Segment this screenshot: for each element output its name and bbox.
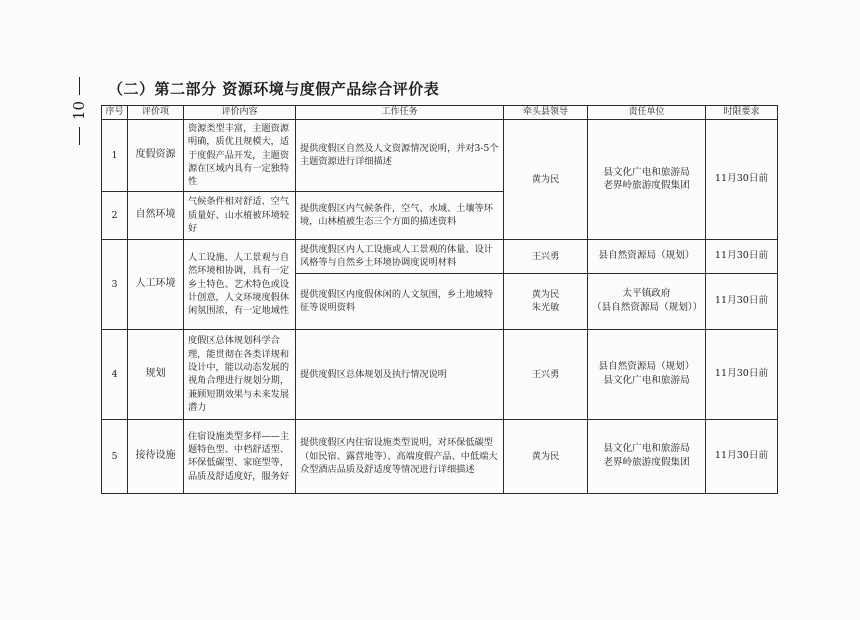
leader-line: 朱光敏	[531, 302, 560, 314]
row-deadline: 11月30日前	[706, 419, 778, 493]
row-task: 提供度假区内人工设施或人工景观的体量、设计风格等与自然乡土环境协调度说明材料	[296, 239, 504, 273]
row-deadline: 11月30日前	[706, 273, 778, 329]
row-deadline: 11月30日前	[706, 239, 778, 273]
row-content: 住宿设施类型多样——主题特色型、中档舒适型、环保低碳型、家庭型等，品质及舒适度好，服务好	[184, 419, 296, 493]
row-task: 提供度假区内气候条件，空气、水域、土壤等环境，山林植被生态三个方面的描述资料	[296, 191, 504, 239]
row-unit	[588, 419, 706, 493]
row-deadline: 11月30日前	[706, 329, 778, 419]
row-content: 资源类型丰富，主题资源明确，质优且规模大，适于度假产品开发，主题资源在区域内具有一定独特性	[184, 120, 296, 192]
page-number-dash-top	[79, 77, 80, 95]
unit-line: 老界岭旅游度假集团	[603, 457, 690, 469]
unit-line: 县文化广电和旅游局	[603, 375, 690, 387]
row-leader	[504, 273, 588, 329]
row-index: 5	[102, 419, 128, 493]
row-unit	[588, 329, 706, 419]
row-item: 接待设施	[128, 419, 184, 493]
row-deadline: 11月30日前	[706, 120, 778, 240]
row-task: 提供度假区总体规划及执行情况说明	[296, 329, 504, 419]
section-title: （二）第二部分 资源环境与度假产品综合评价表	[108, 80, 440, 98]
header-content: 评价内容	[184, 106, 296, 120]
row-leader: 王兴勇	[504, 329, 588, 419]
unit-line: （县自然资源局（规划））	[592, 302, 703, 314]
row-task: 提供度假区自然及人文资源情况说明，并对3-5个主题资源进行详细描述	[296, 120, 504, 192]
header-unit: 责任单位	[588, 106, 706, 120]
row-unit: 县自然资源局（规划）	[588, 239, 706, 273]
row-leader: 黄为民	[504, 419, 588, 493]
row-index: 3	[102, 239, 128, 329]
header-deadline: 时限要求	[706, 106, 778, 120]
unit-line: 县文化广电和旅游局	[603, 443, 690, 455]
header-item: 评价项	[128, 106, 184, 120]
header-leader: 牵头县领导	[504, 106, 588, 120]
row-index: 1	[102, 120, 128, 192]
unit-line: 太平镇政府	[622, 288, 671, 300]
row-task: 提供度假区内度假休闲的人文氛围，乡土地域特征等说明资料	[296, 273, 504, 329]
row-leader: 黄为民	[504, 120, 588, 240]
row-task: 提供度假区内住宿设施类型说明，对环保低碳型（如民宿、露营地等）、高端度假产品、中低端大众型酒店品质及舒适度等情况进行详细描述	[296, 419, 504, 493]
row-index: 2	[102, 191, 128, 239]
page-number-text: 10	[70, 101, 88, 121]
page-number-dash-bottom	[79, 127, 80, 145]
table-row	[102, 329, 778, 419]
row-unit	[588, 273, 706, 329]
table-row	[102, 239, 778, 273]
header-idx: 序号	[102, 106, 128, 120]
row-item: 人工环境	[128, 239, 184, 329]
page-number	[64, 66, 94, 156]
row-content: 气候条件相对舒适、空气质量好、山水植被环境较好	[184, 191, 296, 239]
leader-line: 黄为民	[531, 288, 560, 300]
unit-line: 老界岭旅游度假集团	[603, 180, 690, 192]
row-index: 4	[102, 329, 128, 419]
table-header-row	[102, 106, 778, 120]
row-leader: 王兴勇	[504, 239, 588, 273]
row-unit	[588, 120, 706, 240]
header-task: 工作任务	[296, 106, 504, 120]
row-item: 规划	[128, 329, 184, 419]
unit-line: 县文化广电和旅游局	[603, 166, 690, 178]
row-content: 度假区总体规划科学合理，能贯彻在各类详规和设计中，能以动态发展的视角合理进行规划分期，兼顾短期效果与未来发展潜力	[184, 329, 296, 419]
table-row	[102, 120, 778, 192]
unit-line: 县自然资源局（规划）	[598, 361, 695, 373]
row-content: 人工设施、人工景观与自然环境相协调，具有一定乡土特色、艺术特色或设计创意，人文环境度假休闲氛围浓，有一定地域性	[184, 239, 296, 329]
evaluation-table	[101, 105, 778, 494]
table-row	[102, 419, 778, 493]
row-item: 度假资源	[128, 120, 184, 192]
row-item: 自然环境	[128, 191, 184, 239]
